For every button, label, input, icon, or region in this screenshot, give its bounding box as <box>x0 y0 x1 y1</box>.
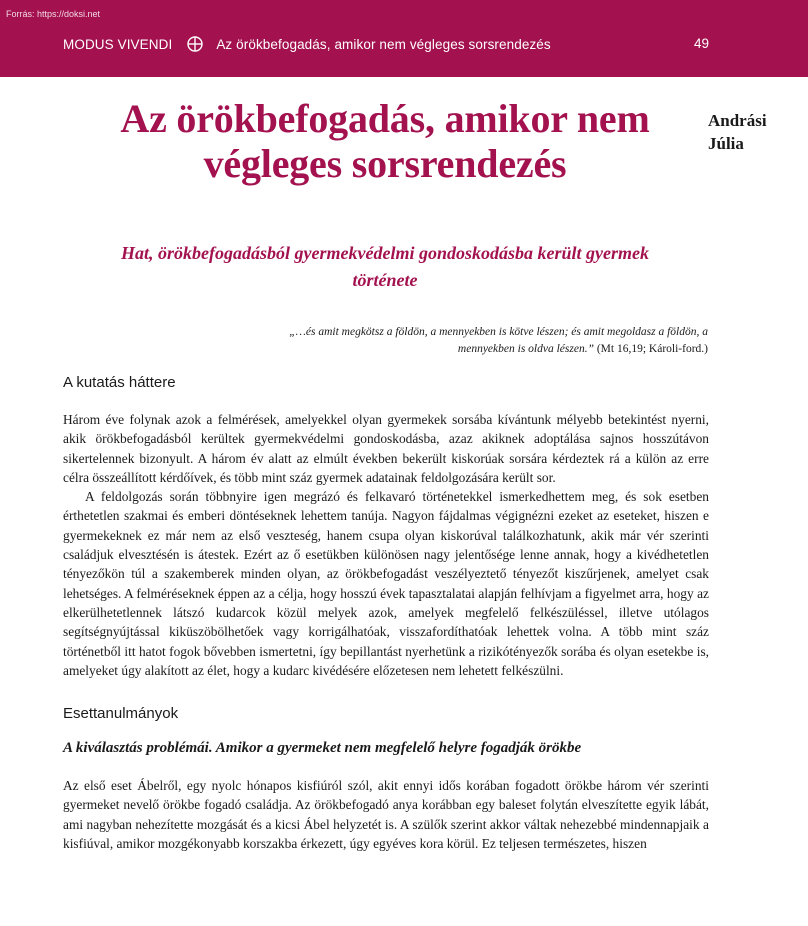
paragraph: Három éve folynak azok a felmérések, amelyekkel olyan gyermekek sorsába kívántunk mélyebb betekintést nyerni, akik örökbefogadásból kerültek gyermekvédelmi gondoskodásba, azaz akiknek adoptálása sajnos hosszútávon sikertelennek bizonyult. A három év alatt az elmúlt években bekerült kiskorúak sorsára kérdeztek rá a külön az erre célra összeállított kérdőívek, és több mint száz gyermek adatainak feldolgozására került sor. <box>63 412 709 485</box>
epigraph-quote: „…és amit megkötsz a földön, a mennyekben is kötve lészen; és amit megoldasz a földön, a mennyekben is oldva lészen.” <box>289 326 708 356</box>
page-number: 49 <box>693 36 709 51</box>
epigraph <box>248 324 708 359</box>
source-label[interactable]: Forrás: https://doksi.net <box>6 9 101 19</box>
paragraph: Az első eset Ábelről, egy nyolc hónapos kisfiúról szól, akit ennyi idős korában fogadott örökbe három vér szerinti gyermeket nevelő örökbe fogadó családja. Az örökbefogadó anya korábban egy baleset folytán elveszítette egyik lábát, ami nagyban nehezítette mozgását és a kicsi Ábel helyzetét is. A szülők szerint akkor váltak nehezebbé mindennapjaik a kisfiúval, amikor mozgékonyabb korszakba érkezett, úgy egyéves kora körül. Ez teljesen természetes, hiszen <box>63 778 709 851</box>
section-heading-background: A kutatás háttere <box>63 374 176 391</box>
running-header <box>63 36 551 52</box>
paragraph: A feldolgozás során többnyire igen megrázó és felkavaró történetekkel ismerkedhettem meg, és sok esetben érthetetlen szakmai és emberi döntéseknek lehettem tanúja. Nagyon fájdalmas végignézni ezeket az eseteket, hiszen e gyermekeknek ez már nem az első veszteség, hanem csupa olyan kiskorúval találkozhatunk, akik már vér szerinti családjuk elvesztésén is átestek. Ezért az ő esetükben különösen nagy jelentősége lenne annak, hogy a kivédhetetlen tényezőkön túl a szakemberek minden olyan, az örökbefogadást veszélyeztető tényezőt kiszűrjenek, amelyet csak lehetséges. A felméréseknek éppen az a célja, hogy hosszú évek tapasztalatai alapján felhívjam a figyelmet arra, hogy az elkerülhetetlennek látszó kudarcok közül melyek azok, amelyek megfelelő felkészüléssel, illetve utólagos segítségnyújtással kiküszöbölhetőek vagy korrigálhatóak, visszafordíthatóak lehettek volna. A több mint száz történetből itt hatot fogok bővebben ismertetni, így bepillantást nyerhetünk a rizikótényezők sorába és olyan esetekbe is, amelyeket úgy alakított az élet, hogy a kudarc kivédésére előzetesen nem lehetett felkészülni. <box>63 489 709 678</box>
journal-name: MODUS VIVENDI <box>63 36 173 52</box>
section-body-case-studies <box>63 776 709 853</box>
cross-circle-icon <box>187 36 203 52</box>
article-subtitle: Hat, örökbefogadásból gyermekvédelmi gondoskodásba került gyermek története <box>121 243 649 290</box>
subsection-heading: A kiválasztás problémái. Amikor a gyermeket nem megfelelő helyre fogadják örökbe <box>63 740 582 756</box>
epigraph-citation: (Mt 16,19; Károli-ford.) <box>596 343 708 356</box>
section-heading-case-studies: Esettanulmányok <box>63 705 179 722</box>
article-title: Az örökbefogadás, amikor nem végleges sorsrendezés <box>120 96 650 186</box>
author-first-name: Andrási <box>708 111 767 130</box>
running-header-bar <box>0 0 808 77</box>
author <box>708 109 767 155</box>
section-body-background <box>63 410 709 680</box>
running-article-title: Az örökbefogadás, amikor nem végleges sorsrendezés <box>216 36 551 52</box>
author-last-name: Júlia <box>708 134 744 154</box>
